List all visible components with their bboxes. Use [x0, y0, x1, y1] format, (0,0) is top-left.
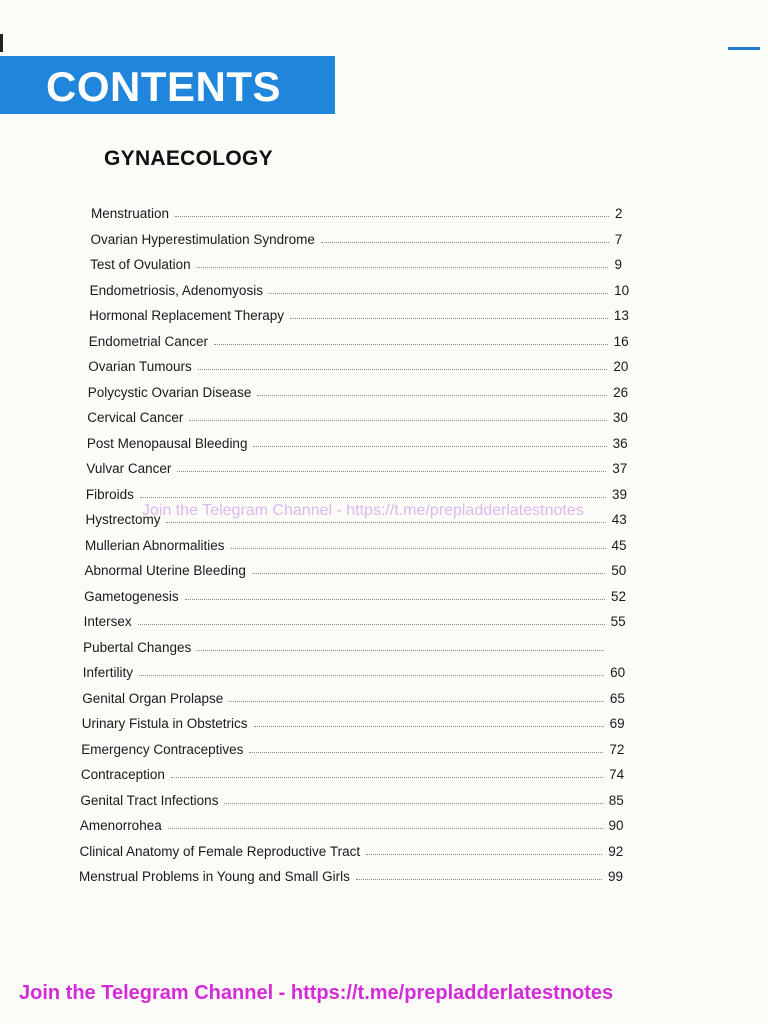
toc-entry-page: 43 — [611, 512, 627, 527]
toc-entry[interactable] — [84, 609, 633, 629]
toc-entry[interactable] — [85, 558, 634, 578]
toc-entry[interactable] — [90, 252, 636, 272]
toc-entry-title: Intersex — [83, 614, 132, 629]
toc-entry[interactable] — [80, 788, 630, 808]
toc-entry-title: Genital Organ Prolapse — [82, 690, 224, 706]
dot-leader — [269, 292, 608, 294]
dot-leader — [140, 496, 606, 498]
dot-leader — [198, 368, 608, 370]
toc-entry-page: 10 — [614, 282, 630, 298]
toc-entry-page: 45 — [611, 537, 627, 553]
toc-entry-title: Mullerian Abnormalities — [85, 537, 225, 553]
toc-entry-title: Menstrual Problems in Young and Small Girls — [79, 869, 350, 884]
toc-entry-title: Emergency Contraceptives — [81, 741, 244, 757]
toc-entry-title: Urinary Fistula in Obstetrics — [81, 716, 248, 731]
toc-entry-title: Post Menopausal Bleeding — [86, 435, 248, 451]
toc-entry[interactable] — [79, 864, 630, 884]
dot-leader — [189, 419, 607, 421]
toc-entry-page: 7 — [614, 231, 623, 247]
toc-entry-title: Ovarian Hyperestimulation Syndrome — [90, 231, 315, 247]
dot-leader — [253, 445, 606, 447]
dot-leader — [257, 394, 607, 396]
toc-entry-page: 39 — [612, 486, 628, 502]
toc-entry-title: Endometriosis, Adenomyosis — [89, 282, 263, 298]
toc-entry[interactable] — [83, 635, 632, 655]
dot-leader — [229, 700, 604, 702]
dot-leader — [175, 215, 609, 217]
toc-entry-page: 99 — [608, 869, 624, 884]
toc-entry-page: 85 — [608, 792, 624, 808]
dot-leader — [168, 827, 603, 829]
toc-entry-page: 60 — [610, 665, 626, 680]
toc-entry[interactable] — [89, 303, 636, 323]
toc-entry[interactable] — [91, 201, 637, 221]
toc-entry-page: 90 — [608, 818, 624, 833]
toc-entry-title: Ovarian Tumours — [88, 359, 192, 374]
toc-entry[interactable] — [89, 329, 636, 349]
toc-entry[interactable] — [84, 584, 633, 604]
dot-leader — [166, 521, 605, 523]
toc-entry[interactable] — [88, 380, 635, 400]
dot-leader — [249, 751, 603, 753]
toc-entry-title: Cervical Cancer — [87, 410, 184, 425]
toc-entry[interactable] — [83, 660, 632, 680]
telegram-link[interactable]: Join the Telegram Channel - https://t.me/prepladderlatestnotes — [19, 982, 614, 1004]
toc-entry-title: Clinical Anatomy of Female Reproductive Tract — [79, 843, 361, 859]
toc-entry[interactable] — [81, 762, 631, 782]
toc-entry-title: Fibroids — [85, 486, 134, 502]
toc-entry-title: Endometrial Cancer — [88, 333, 208, 349]
toc-entry-page: 9 — [614, 257, 622, 272]
toc-entry-title: Hystrectomy — [85, 512, 161, 527]
dot-leader — [254, 725, 604, 727]
dot-leader — [177, 470, 606, 472]
toc-entry[interactable] — [91, 227, 637, 247]
toc-entry[interactable] — [85, 533, 634, 553]
dot-leader — [356, 878, 602, 880]
toc-entry-page: 2 — [615, 206, 623, 221]
dot-leader — [231, 547, 606, 549]
toc-entry-page: 37 — [612, 461, 628, 476]
toc-entry-title: Test of Ovulation — [90, 257, 191, 272]
toc-entry[interactable] — [87, 431, 635, 451]
dot-leader — [139, 674, 604, 676]
toc-entry[interactable] — [86, 482, 634, 502]
toc-entry-page: 26 — [613, 384, 629, 400]
page-title: CONTENTS — [46, 63, 281, 110]
dot-leader — [214, 343, 608, 345]
dot-leader — [252, 572, 605, 574]
dot-leader — [138, 623, 605, 625]
toc-entry[interactable] — [80, 813, 631, 833]
toc-entry[interactable] — [82, 686, 632, 706]
toc-entry-title: Hormonal Replacement Therapy — [89, 308, 284, 323]
dot-leader — [197, 266, 609, 268]
watermark-text: Join the Telegram Channel - https://t.me/prepladderlatestnotes — [142, 502, 584, 519]
section-title: GYNAECOLOGY — [104, 147, 273, 170]
toc-entry[interactable] — [81, 737, 631, 757]
toc-entry-page: 69 — [609, 716, 625, 731]
toc-entry-page: 16 — [613, 333, 629, 349]
toc-entry[interactable] — [90, 278, 637, 298]
toc-entry[interactable] — [82, 711, 632, 731]
toc-entry-page: 13 — [613, 308, 629, 323]
dot-leader — [224, 802, 602, 804]
toc-entry-page: 55 — [610, 614, 626, 629]
dot-leader — [185, 598, 605, 600]
toc-entry-title: Infertility — [82, 665, 133, 680]
dot-leader — [321, 241, 609, 243]
toc-entry-title: Pubertal Changes — [83, 639, 192, 655]
toc-entry-page: 52 — [610, 588, 626, 604]
dot-leader — [290, 317, 608, 319]
toc-entry-title: Polycystic Ovarian Disease — [87, 384, 252, 400]
toc-entry[interactable] — [79, 839, 630, 859]
toc-entry-title: Vulvar Cancer — [86, 461, 172, 476]
toc-entry-title: Abnormal Uterine Bleeding — [84, 563, 246, 578]
toc-entry[interactable] — [86, 456, 634, 476]
toc-entry-page: 30 — [612, 410, 628, 425]
toc-entry[interactable] — [88, 354, 635, 374]
toc-entry[interactable] — [87, 405, 635, 425]
toc-entry-title: Gametogenesis — [84, 588, 179, 604]
toc-entry-title: Genital Tract Infections — [80, 792, 219, 808]
dot-leader — [171, 776, 603, 778]
toc-entry-page: 20 — [613, 359, 629, 374]
toc-entry-page: 36 — [612, 435, 628, 451]
toc-entry-page: 50 — [611, 563, 627, 578]
toc-entry-title: Contraception — [80, 767, 165, 782]
dot-leader — [366, 853, 602, 855]
toc-entry-page: 74 — [609, 767, 625, 782]
toc-entry-page: 72 — [609, 741, 625, 757]
toc-entry-title: Menstruation — [91, 206, 170, 221]
toc-entry-title: Amenorrohea — [79, 818, 162, 833]
dot-leader — [197, 649, 604, 651]
toc-entry-page: 65 — [609, 690, 625, 706]
toc-entry-page: 92 — [608, 843, 624, 859]
